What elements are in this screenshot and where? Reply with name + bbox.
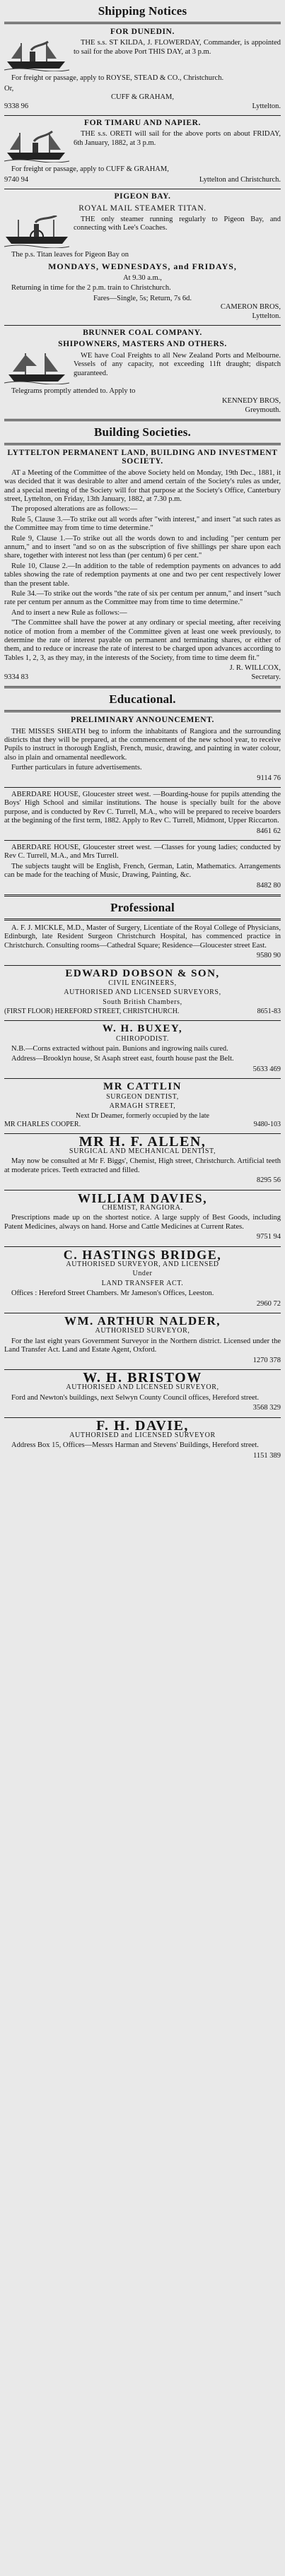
ad-davie	[4, 1417, 281, 1461]
ad-paragraph: A. F. J. MICKLE, M.D., Master of Surgery, Licentiate of the Royal College of Physicians, Edinburgh, late Resident Surgeon Christchurch Hospital, has commenced practice in Christchurch. Consulting rooms—Cathedral Square; Residence—Gloucester street East.	[4, 924, 281, 950]
ad-notice: The p.s. Titan leaves for Pigeon Bay on	[11, 251, 129, 259]
ad-body: THE only steamer running regularly to Pigeon Bay, and connecting with Lee's Coaches.	[74, 215, 281, 232]
ad-name: WILLIAM DAVIES,	[77, 1190, 208, 1205]
ad-place: Greymouth.	[245, 406, 281, 414]
ad-paragraph: Rule 5, Clause 3.—To strike out all words after "with interest," and insert "at such rates as the Committee may from time to time determine."	[4, 515, 281, 533]
ad-agent: KENNEDY BROS,	[221, 397, 281, 406]
ad-code: 9580 90	[256, 952, 281, 960]
ad-subtitle: ARMAGH STREET,	[109, 1102, 176, 1111]
ad-code: 9334 83	[4, 673, 29, 681]
ad-subtitle: AUTHORISED AND LICENSED SURVEYORS,	[64, 988, 221, 997]
ad-subtitle: CIVIL ENGINEERS,	[108, 979, 177, 988]
ad-agent: CAMERON BROS,	[220, 303, 281, 312]
ad-address: Next Dr Deamer, formerly occupied by the late	[76, 1111, 209, 1120]
ad-paragraph: And to insert a new Rule as follows:—	[11, 608, 127, 617]
ad-paragraph: N.B.—Corns extracted without pain. Bunions and ingrowing nails cured.	[11, 1045, 228, 1053]
ad-name: MR H. F. ALLEN,	[78, 1133, 207, 1150]
ad-subheading: SHIPOWNERS, MASTERS AND OTHERS.	[58, 340, 227, 349]
ad-body: WE have Coal Freights to all New Zealand Ports and Melbourne. Vessels of any capacity, not exceeding 11ft draught; dispatch guaranteed.	[74, 351, 281, 377]
ad-name: W. H. BUXEY,	[102, 1023, 183, 1035]
ad-paragraph: Rule 9, Clause 1.—To strike out all the words down to and including "per centum per annum," and to insert "and so on as the subscription of five shillings per share upon each share, together with interest not less than (per centum) 6 per cent."	[4, 534, 281, 560]
ad-code: 1270 378	[252, 1356, 281, 1364]
ad-freight: For freight or passage, apply to CUFF & GRAHAM,	[11, 165, 169, 174]
ad-paragraph: May now be consulted at Mr F. Biggs', Chemist, High street, Christchurch. Artificial teeth at moderate prices. Teeth extracted and filled.	[4, 1157, 281, 1174]
ad-name: C. HASTINGS BRIDGE,	[63, 1247, 222, 1262]
ad-subtitle: LAND TRANSFER ACT.	[101, 1279, 184, 1287]
ad-heading: PRELIMINARY ANNOUNCEMENT.	[70, 716, 215, 725]
section-title-educational: Educational.	[109, 692, 176, 707]
ad-code: 9740 94	[4, 175, 29, 184]
ad-name: WM. ARTHUR NALDER,	[64, 1314, 221, 1328]
steamship-icon	[4, 130, 69, 163]
ad-paragraph: THE MISSES SHEATH beg to inform the inhabitants of Rangiora and the surrounding districts that they will be prepared, at the commencement of the new school year, to receive Pupils to instruct in thorough English, French, music, drawing, and painting in water colour, also in plain and ornamental needlework.	[4, 727, 281, 762]
section-title-shipping: Shipping Notices	[98, 4, 187, 18]
ad-paragraph: Further particulars in future advertisements.	[11, 764, 142, 772]
ad-paragraph: Offices : Hereford Street Chambers. Mr Jameson's Offices, Leeston.	[11, 1289, 214, 1298]
ad-subtitle: AUTHORISED AND LICENSED SURVEYOR,	[66, 1383, 219, 1392]
ad-paragraph: For the last eight years Government Surveyor in the Northern district. Licensed under the Land Transfer Act. Land and Estate Agent, Oxford.	[4, 1337, 281, 1354]
ad-paragraph: Address—Brooklyn house, St Asaph street east, fourth house past the Belt.	[11, 1055, 234, 1063]
ad-place: Lyttelton.	[252, 102, 281, 110]
ad-allen	[4, 1133, 281, 1186]
ad-name: MR CATTLIN	[103, 1081, 182, 1093]
ad-code: 9338 96	[4, 102, 29, 110]
ad-bristow	[4, 1370, 281, 1413]
ad-subtitle: CHIROPODIST.	[115, 1034, 170, 1043]
ad-code: 2960 72	[256, 1299, 281, 1308]
section-title-professional: Professional	[110, 901, 175, 914]
ad-code: 9751 94	[256, 1233, 281, 1241]
ad-paragraph: ABERDARE HOUSE, Gloucester street west. —Boarding-house for pupils attending the Boys' High School and similar institutions. The house is specially built for the above purpose, and is conducted by Rev C. Turrell, M.A., who will be prepared to receive boarders at the beginning of the first term, 1882. Apply to Rev C. Turrell, Midmont, Upper Riccarton.	[4, 790, 281, 825]
paddle-steamer-icon	[4, 215, 69, 248]
ad-subtitle: SURGEON DENTIST,	[106, 1092, 179, 1101]
ad-paragraph: Rule 34.—To strike out the words "the rate of six per centum per annum," and insert "such rate per centum per annum as the Committee may from time to time determine."	[4, 590, 281, 607]
ad-code: 8295 56	[256, 1176, 281, 1185]
ad-fares: Fares—Single, 5s; Return, 7s 6d.	[93, 294, 192, 302]
ad-bridge	[4, 1247, 281, 1308]
ad-paragraph: Address Box 15, Offices—Messrs Harman and Stevens' Buildings, Hereford street.	[11, 1441, 259, 1450]
ad-code: 9114 76	[257, 774, 281, 782]
ad-name: W. H. BRISTOW	[83, 1370, 202, 1386]
ad-cattlin	[4, 1082, 281, 1128]
ad-name: F. H. DAVIE,	[96, 1417, 189, 1434]
ad-subtitle: AUTHORISED and LICENSED SURVEYOR	[69, 1431, 216, 1440]
ad-late: MR CHARLES COOPER.	[4, 1120, 81, 1128]
ad-heading: PIGEON BAY.	[114, 192, 171, 201]
ad-freight: For freight or passage, apply to ROYSE, STEAD & CO., Christchurch.	[11, 74, 224, 83]
ad-subtitle: South British Chambers,	[103, 998, 182, 1006]
ad-heading: FOR DUNEDIN.	[110, 28, 175, 36]
ad-aberdare-house-boarding	[4, 791, 281, 836]
ad-heading: BRUNNER COAL COMPANY.	[83, 328, 202, 337]
ad-code: 9480-103	[253, 1120, 281, 1128]
ad-subtitle: AUTHORISED SURVEYOR, AND LICENSED	[66, 1260, 219, 1268]
section-title-building: Building Societies.	[94, 425, 191, 439]
ad-dunedin	[4, 28, 281, 111]
ad-body: THE s.s. ORETI will sail for the above ports on about FRIDAY, 6th January, 1882, at 3 p.m.	[74, 130, 281, 147]
ad-time: At 9.30 a.m.,	[123, 273, 162, 282]
ad-paragraph: AT a Meeting of the Committee of the above Society held on Monday, 19th Dec., 1881, it was decided that it was desirable to alter and amend certain of the Society's rules as under, and a special meeting of the Society will for that purpose at the Society's Office, Canterbury street, Lyttelton, on Friday, 13th January, 1882, at 7.30 p.m.	[4, 468, 281, 503]
sailing-ship-icon	[4, 352, 69, 384]
ad-body: THE s.s. ST KILDA, J. FLOWERDAY, Commander, is appointed to sail for the above Port THIS DAY, at 3 p.m.	[74, 39, 281, 56]
ad-subtitle: Under	[132, 1270, 153, 1278]
ad-or: Or,	[4, 84, 14, 93]
ad-paragraph: "The Committee shall have the power at any ordinary or special meeting, after receiving notice of motion from a member of the Committee given at least one week previously, to determine the rate of interest payable on permanent and terminating shares, or either of them, and to reduce or increase the rate of interest to be charged upon advances according to Tables 1, 2, 3, as they may, in the interests of the Society, from time to time deem fit."	[4, 619, 281, 662]
ad-signatory: J. R. WILLCOX,	[229, 664, 281, 673]
ad-place: Lyttelton.	[252, 312, 281, 320]
ad-code: 5633 469	[252, 1065, 281, 1073]
steamship-icon	[4, 39, 69, 71]
ad-misses-sheath	[4, 716, 281, 783]
ad-dobson	[4, 969, 281, 1017]
ad-paragraph: ABERDARE HOUSE, Gloucester street west. —Classes for young ladies; conducted by Rev C. Turrell, M.A., and Mrs Turrell.	[4, 843, 281, 861]
ad-paragraph: Ford and Newton's buildings, next Selwyn County Council offices, Hereford street.	[11, 1393, 260, 1402]
ad-telegram: Telegrams promptly attended to. Apply to	[11, 386, 136, 395]
ad-pigeon-bay	[4, 192, 281, 321]
ad-nalder	[4, 1314, 281, 1365]
ad-code: 8461 62	[256, 827, 281, 835]
ad-code: 1151 389	[253, 1451, 281, 1460]
ad-role: Secretary.	[251, 673, 281, 681]
ad-paragraph: Prescriptions made up on the shortest notice. A large supply of Best Goods, including Patent Medicines, always on hand. Horse and Cattle Medicines at Current Rates.	[4, 1214, 281, 1231]
ad-address: (FIRST FLOOR) HEREFORD STREET, CHRISTCHURCH.	[4, 1008, 180, 1016]
ad-agents: CUFF & GRAHAM,	[111, 93, 174, 102]
ad-mickle	[4, 924, 281, 961]
ad-paragraph: Rule 10, Clause 2.—In addition to the table of redemption payments on advances to add tables showing the rate of redemption payments at one and two per cent respectively lower than the present table.	[4, 562, 281, 588]
ad-heading: FOR TIMARU AND NAPIER.	[83, 119, 202, 128]
divider	[4, 22, 281, 24]
ad-returning: Returning in time for the 2 p.m. train to Christchurch.	[11, 284, 171, 293]
ad-lyttelton-building-society	[4, 449, 281, 682]
ad-subtitle: AUTHORISED SURVEYOR,	[95, 1327, 190, 1335]
ad-days: MONDAYS, WEDNESDAYS, and FRIDAYS,	[48, 261, 237, 272]
ad-code: 3568 329	[252, 1404, 281, 1412]
ad-code: 8482 80	[256, 881, 281, 890]
ad-subtitle: CHEMIST, RANGIORA.	[102, 1203, 183, 1212]
ad-place: Lyttelton and Christchurch.	[199, 175, 281, 184]
ad-davies	[4, 1190, 281, 1242]
ad-aberdare-house-classes	[4, 844, 281, 890]
ad-subheading: ROYAL MAIL STEAMER TITAN.	[78, 203, 207, 213]
ad-timaru	[4, 119, 281, 184]
ad-buxey	[4, 1024, 281, 1074]
ad-subtitle: SURGICAL AND MECHANICAL DENTIST,	[69, 1147, 216, 1155]
ad-brunner-coal	[4, 329, 281, 415]
ad-paragraph: The subjects taught will be English, French, German, Latin, Mathematics. Arrangements can be made for the teaching of Music, Drawing, Painting, &c.	[4, 862, 281, 880]
ad-paragraph: The proposed alterations are as follows:—	[11, 505, 138, 514]
ad-heading: LYTTELTON PERMANENT LAND, BUILDING AND INVESTMENT SOCIETY.	[7, 448, 278, 466]
ad-code: 8651-83	[257, 1008, 281, 1016]
ad-name: EDWARD DOBSON & SON,	[65, 967, 220, 979]
